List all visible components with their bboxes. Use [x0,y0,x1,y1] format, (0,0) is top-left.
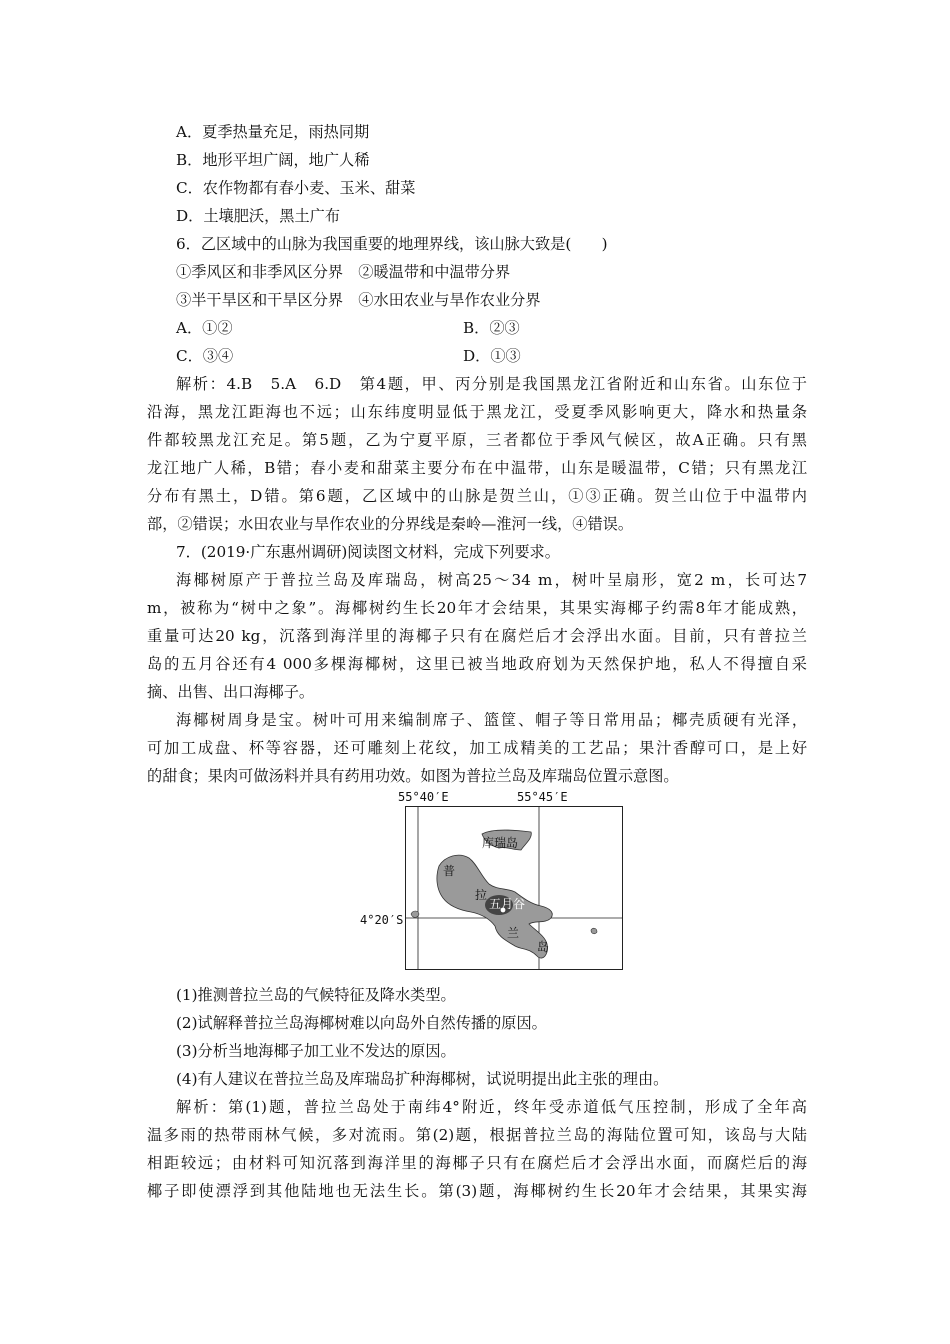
map-label-pu: 普 [443,864,456,878]
map-label-curieuse: 库瑞岛 [482,836,519,850]
analysis-line: 椰子即使漂浮到其他陆地也无法生长。第(3)题，海椰树约生长20年才会结果，其果实海 [147,1182,807,1200]
map-label-lan: 兰 [507,926,520,940]
q6-option-c: C．③④ [176,347,234,365]
map-longitude-label-2: 55°45′E [517,790,568,804]
analysis-line: 解析：4.B 5.A 6.D 第4题，甲、丙分别是我国黑龙江省附近和山东省。山东位于 [176,375,807,393]
material-line: 海椰树周身是宝。树叶可用来编制席子、篮筐、帽子等日常用品；椰壳质硬有光泽， [176,711,807,729]
q6-statement-1: ①季风区和非季风区分界 ②暖温带和中温带分界 [176,263,511,281]
q6-option-d: D．①③ [463,347,521,365]
material-line: 可加工成盘、杯等容器，还可雕刻上花纹，加工成精美的工艺品；果汁香醇可口，是上好 [147,739,807,757]
q5-option-c: C．农作物都有春小麦、玉米、甜菜 [176,179,416,197]
q7-subquestion-1: (1)推测普拉兰岛的气候特征及降水类型。 [176,986,456,1004]
islet-east [591,928,597,933]
map-label-vallee: 五月谷 [489,897,526,911]
island-map [405,806,623,970]
q5-option-b: B．地形平坦广阔，地广人稀 [176,151,370,169]
map-latitude-label: 4°20′S [360,913,404,927]
analysis-line: 龙江地广人稀，B错；春小麦和甜菜主要分布在中温带，山东是暖温带，C错；只有黑龙江 [147,459,807,477]
material-line: 的甜食；果肉可做汤料并具有药用功效。如图为普拉兰岛及库瑞岛位置示意图。 [147,767,679,785]
q6-stem: 6．乙区域中的山脉为我国重要的地理界线，该山脉大致是( ) [176,235,608,253]
analysis-line: 温多雨的热带雨林气候，多对流雨。第(2)题，根据普拉兰岛的海陆位置可知，该岛与大陆 [147,1126,807,1144]
analysis-line: 沿海，黑龙江距海也不远；山东纬度明显低于黑龙江，受夏季风影响更大，降水和热量条 [147,403,807,421]
q7-subquestion-4: (4)有人建议在普拉兰岛及库瑞岛扩种海椰树，试说明提出此主张的理由。 [176,1070,669,1088]
q5-option-d: D．土壤肥沃，黑土广布 [176,207,341,225]
q7-title: 7．(2019·广东惠州调研)阅读图文材料，完成下列要求。 [176,543,560,561]
analysis-line: 件都较黑龙江充足。第5题，乙为宁夏平原，三者都位于季风气候区，故A正确。只有黑 [147,431,807,449]
material-line: 重量可达20 kg，沉落到海洋里的海椰子只有在腐烂后才会浮出水面。目前，只有普拉兰 [147,627,807,645]
analysis-line: 分布有黑土，D错。第6题，乙区域中的山脉是贺兰山，①③正确。贺兰山位于中温带内 [147,487,807,505]
map-label-dao: 岛 [537,940,550,954]
q5-option-a: A．夏季热量充足，雨热同期 [176,123,370,141]
map-label-la: 拉 [475,888,488,902]
analysis-line: 部，②错误；水田农业与旱作农业的分界线是秦岭—淮河一线，④错误。 [147,515,633,533]
material-line: 海椰树原产于普拉兰岛及库瑞岛，树高25～34 m，树叶呈扇形，宽2 m，长可达7 [176,571,807,589]
material-line: m，被称为“树中之象”。海椰树约生长20年才会结果，其果实海椰子约需8年才能成熟， [147,599,807,617]
analysis-line: 解析：第(1)题，普拉兰岛处于南纬4°附近，终年受赤道低气压控制，形成了全年高 [176,1098,807,1116]
analysis-line: 相距较远；由材料可知沉落到海洋里的海椰子只有在腐烂后才会浮出水面，而腐烂后的海 [147,1154,807,1172]
q6-statement-2: ③半干旱区和干旱区分界 ④水田农业与旱作农业分界 [176,291,541,309]
q6-option-a: A．①② [176,319,233,337]
material-line: 摘、出售、出口海椰子。 [147,683,315,701]
q6-option-b: B．②③ [463,319,520,337]
islet-west [411,911,419,917]
q7-subquestion-2: (2)试解释普拉兰岛海椰树难以向岛外自然传播的原因。 [176,1014,547,1032]
map-longitude-label-1: 55°40′E [398,790,449,804]
material-line: 岛的五月谷还有4 000多棵海椰树，这里已被当地政府划为天然保护地，私人不得擅自采 [147,655,807,673]
q7-subquestion-3: (3)分析当地海椰子加工业不发达的原因。 [176,1042,456,1060]
